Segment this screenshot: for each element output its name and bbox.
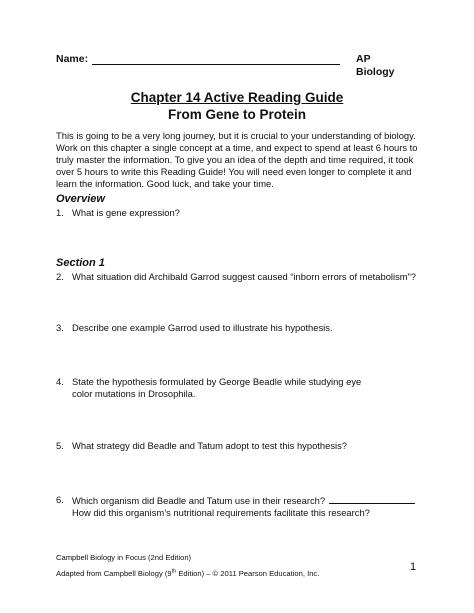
question-1 [56,207,428,219]
page-subtitle: From Gene to Protein [167,107,306,122]
page-title: Chapter 14 Active Reading Guide [130,90,344,105]
question-number: 2. [56,271,64,282]
section-heading-overview: Overview [56,193,105,205]
question-text: What strategy did Beadle and Tatum adopt to test this hypothesis? [72,440,347,451]
question-4 [56,376,428,400]
question-number: 4. [56,376,64,387]
question-6 [56,494,428,519]
page-number: 1 [410,561,417,573]
question-number: 5. [56,440,64,451]
footer-copyright-sup: th [171,568,177,575]
section-heading-section1: Section 1 [56,257,105,269]
question-number: 6. [56,494,64,505]
intro-paragraph: This is going to be a very long journey, but it is crucial to your understanding of biology. Work on this chapter a single concept at a time, and expect to spend at least 6 hours to truly master the information. To give you an idea of the depth and time required, it took over 5 hours to write this Reading Guide! You will need even longer to complete it and learn the information. Good luck, and take your time. [56,130,418,189]
question-text-line-1: Which organism did Beadle and Tatum use in their research? [72,495,326,506]
question-text: Describe one example Garrod used to illustrate his hypothesis. [72,322,333,333]
question-number: 1. [56,207,64,218]
name-label: Name: [56,53,89,65]
footer-copyright-post: Edition) – © 2011 Pearson Education, Inc. [176,569,320,578]
question-text: What is gene expression? [72,207,180,218]
footer-source-line: Campbell Biology in Focus (2nd Edition) [56,553,192,562]
course-line-2: Biology [356,66,395,78]
footer-copyright-pre: Adapted from Campbell Biology (9 [56,569,172,578]
question-5 [56,440,428,452]
question-text-line-2: How did this organism’s nutritional requirements facilitate this research? [72,507,370,518]
question-text: State the hypothesis formulated by George Beadle while studying eye color mutations in Drosophila. [72,376,362,399]
footer-copyright-line [56,569,319,579]
question-number: 3. [56,322,64,333]
name-blank-line[interactable] [92,53,340,65]
answer-blank-line[interactable] [329,494,415,504]
question-text: What situation did Archibald Garrod suggest caused “inborn errors of metabolism”? [72,271,416,282]
course-line-1: AP [356,53,371,65]
name-field-row [56,53,340,65]
question-3 [56,322,428,334]
course-label [356,53,395,79]
question-2 [56,271,428,283]
